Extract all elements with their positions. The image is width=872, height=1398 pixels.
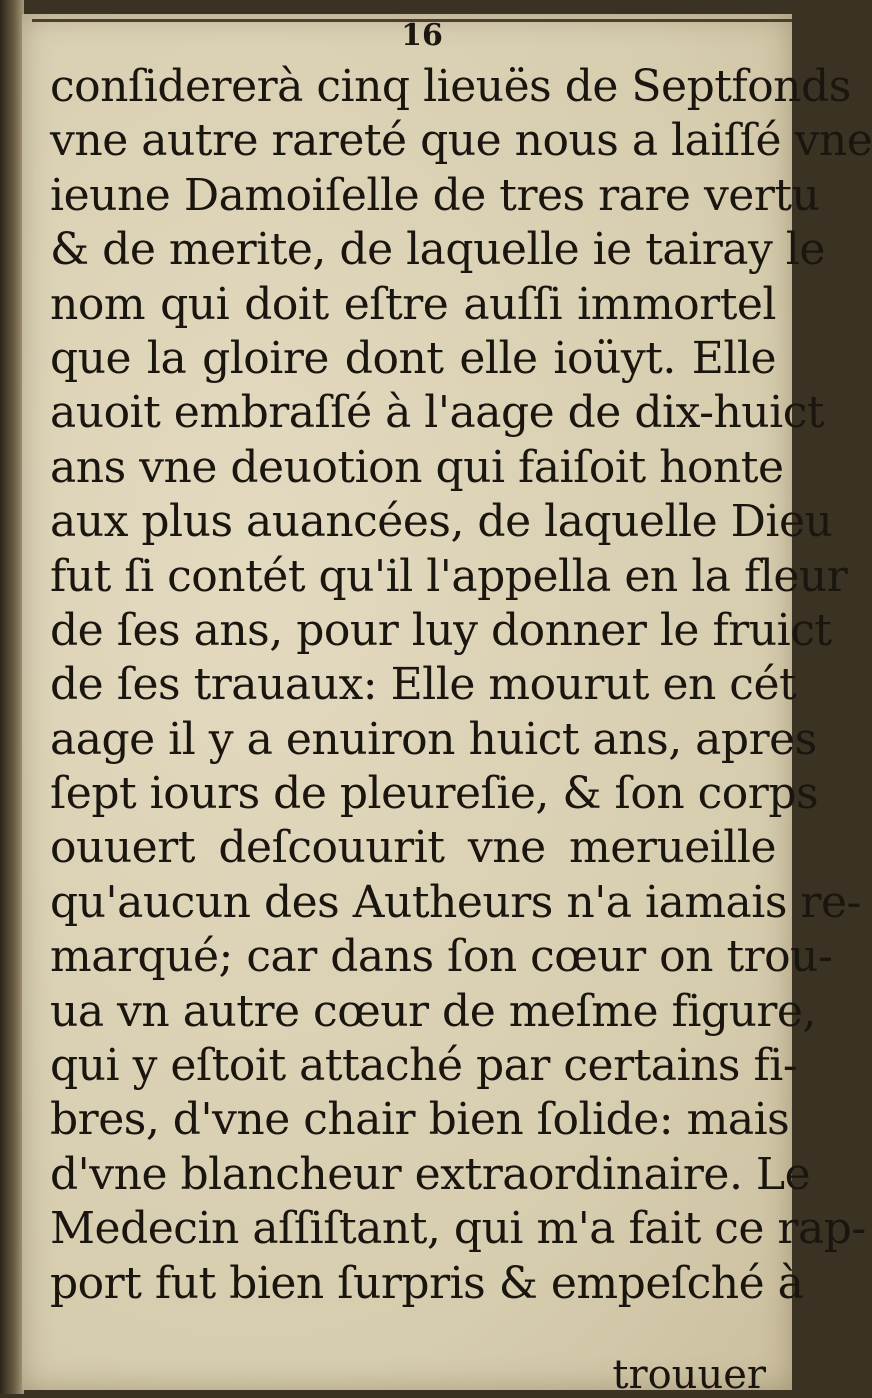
- text-line: d'vne blancheur extraordinaire. Le: [50, 1148, 811, 1200]
- text-line: de ſes trauaux: Elle mourut en cét: [50, 659, 797, 711]
- book-page: [22, 14, 872, 1398]
- catchword: trouuer: [612, 1352, 766, 1398]
- text-line: ieune Damoiſelle de tres rare vertu: [50, 169, 820, 221]
- text-line: ua vn autre cœur de meſme figure,: [50, 985, 816, 1037]
- text-line: & de merite, de laquelle ie tairay le: [50, 224, 825, 276]
- text-line: bres, d'vne chair bien ſolide: mais: [50, 1094, 790, 1146]
- book-spine: [0, 0, 24, 1394]
- text-line: Medecin aſſiſtant, qui m'a fait ce rap-: [50, 1203, 866, 1255]
- text-line: de ſes ans, pour luy donner le fruict: [50, 604, 832, 656]
- text-line: marqué; car dans ſon cœur on trou-: [50, 931, 833, 983]
- text-line: que la gloire dont elle ioüyt. Elle: [50, 332, 776, 384]
- text-line: ans vne deuotion qui faiſoit honte: [50, 441, 784, 493]
- text-line: ouuert deſcouurit vne merueille: [50, 822, 776, 874]
- text-block: [50, 60, 872, 1311]
- text-line: aage il y a enuiron huict ans, apres: [50, 713, 817, 765]
- text-line: conſidererà cinq lieuës de Septfonds: [50, 61, 851, 112]
- text-line: ſept iours de pleureſie, & ſon corps: [50, 768, 819, 820]
- text-line: port fut bien ſurpris & empeſché à: [50, 1257, 804, 1309]
- text-line: aux plus auancées, de laquelle Dieu: [50, 496, 833, 548]
- page-number: 16: [401, 18, 443, 53]
- text-line: nom qui doit eſtre auſſi immortel: [50, 278, 776, 330]
- text-line: vne autre rareté que nous a laiſſé vne: [50, 115, 872, 167]
- text-line: fut ſi contét qu'il l'appella en la fleur: [50, 550, 848, 602]
- text-line: qui y eſtoit attaché par certains fi-: [50, 1040, 798, 1092]
- text-line: auoit embraſſé à l'aage de dix-huict: [50, 387, 825, 439]
- text-line: qu'aucun des Autheurs n'a iamais re-: [50, 876, 861, 928]
